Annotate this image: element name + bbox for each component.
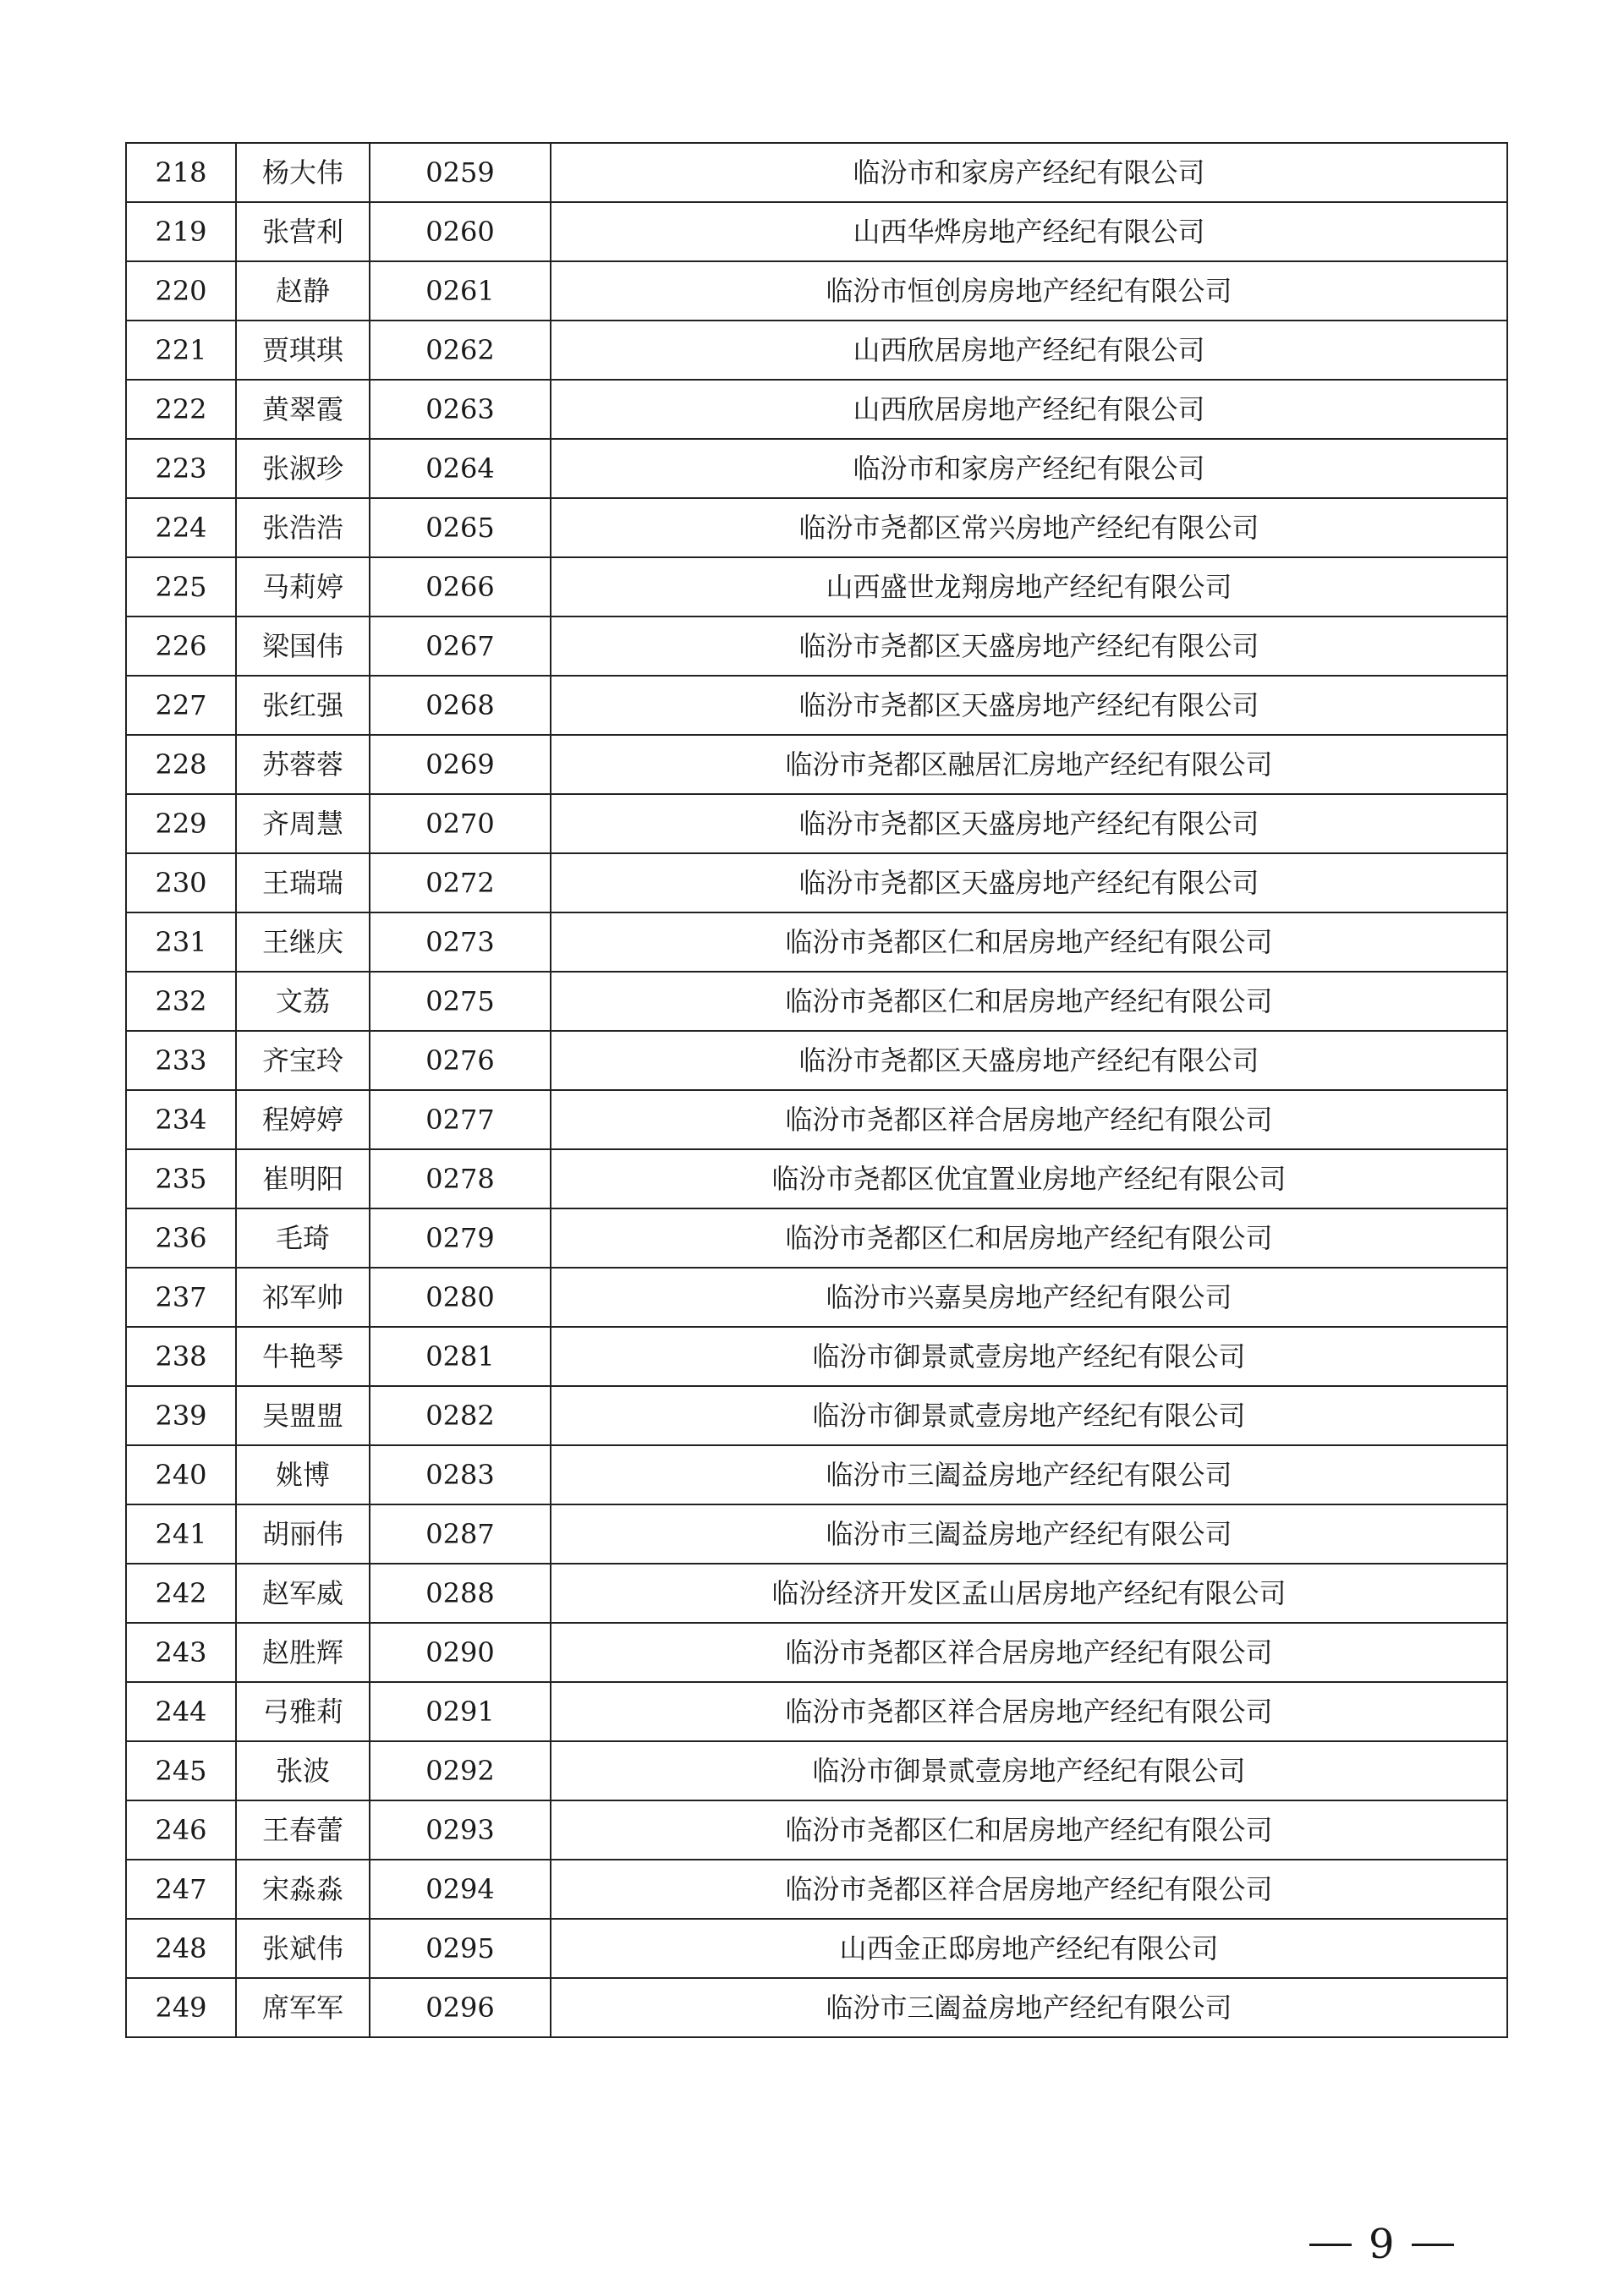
table-row [126,1623,1507,1682]
cell-certificate-code: 0294 [370,1860,551,1919]
cell-person-name: 姚博 [236,1445,370,1504]
cell-company-name: 临汾市尧都区仁和居房地产经纪有限公司 [551,1800,1507,1860]
cell-person-name: 张红强 [236,676,370,735]
cell-certificate-code: 0278 [370,1149,551,1208]
cell-company-name: 临汾市尧都区优宜置业房地产经纪有限公司 [551,1149,1507,1208]
cell-certificate-code: 0291 [370,1682,551,1741]
roster-table-body [126,143,1507,2037]
cell-sequence-number: 218 [126,143,236,202]
cell-certificate-code: 0272 [370,853,551,912]
table-row [126,1090,1507,1149]
cell-person-name: 牛艳琴 [236,1327,370,1386]
cell-company-name: 临汾市御景贰壹房地产经纪有限公司 [551,1327,1507,1386]
cell-certificate-code: 0260 [370,202,551,261]
table-row [126,1564,1507,1623]
cell-sequence-number: 219 [126,202,236,261]
cell-company-name: 临汾市尧都区常兴房地产经纪有限公司 [551,498,1507,557]
table-row [126,676,1507,735]
cell-company-name: 临汾市御景贰壹房地产经纪有限公司 [551,1741,1507,1800]
cell-person-name: 祁军帅 [236,1268,370,1327]
page-number-value: 9 [1369,2221,1395,2268]
cell-company-name: 临汾市尧都区天盛房地产经纪有限公司 [551,1031,1507,1090]
cell-certificate-code: 0265 [370,498,551,557]
table-row [126,439,1507,498]
table-row [126,1504,1507,1564]
cell-company-name: 临汾市尧都区仁和居房地产经纪有限公司 [551,972,1507,1031]
cell-person-name: 苏蓉蓉 [236,735,370,794]
cell-company-name: 临汾市三阖益房地产经纪有限公司 [551,1504,1507,1564]
table-row [126,1860,1507,1919]
table-row [126,1208,1507,1268]
cell-person-name: 马莉婷 [236,557,370,616]
cell-sequence-number: 235 [126,1149,236,1208]
cell-sequence-number: 223 [126,439,236,498]
cell-company-name: 临汾市和家房产经纪有限公司 [551,439,1507,498]
cell-company-name: 临汾经济开发区孟山居房地产经纪有限公司 [551,1564,1507,1623]
cell-certificate-code: 0290 [370,1623,551,1682]
table-row [126,498,1507,557]
cell-certificate-code: 0293 [370,1800,551,1860]
cell-company-name: 临汾市御景贰壹房地产经纪有限公司 [551,1386,1507,1445]
page-number [1309,2221,1454,2268]
cell-sequence-number: 232 [126,972,236,1031]
cell-sequence-number: 231 [126,912,236,972]
cell-company-name: 山西欣居房地产经纪有限公司 [551,380,1507,439]
cell-sequence-number: 226 [126,616,236,676]
cell-company-name: 临汾市三阖益房地产经纪有限公司 [551,1978,1507,2037]
cell-certificate-code: 0287 [370,1504,551,1564]
cell-certificate-code: 0276 [370,1031,551,1090]
cell-person-name: 王瑞瑞 [236,853,370,912]
cell-person-name: 文荔 [236,972,370,1031]
cell-person-name: 崔明阳 [236,1149,370,1208]
table-row [126,794,1507,853]
cell-person-name: 程婷婷 [236,1090,370,1149]
cell-sequence-number: 237 [126,1268,236,1327]
cell-company-name: 山西欣居房地产经纪有限公司 [551,321,1507,380]
page-number-right-dash [1412,2244,1454,2246]
cell-sequence-number: 249 [126,1978,236,2037]
cell-certificate-code: 0269 [370,735,551,794]
cell-sequence-number: 224 [126,498,236,557]
cell-certificate-code: 0295 [370,1919,551,1978]
table-row [126,912,1507,972]
cell-certificate-code: 0267 [370,616,551,676]
cell-company-name: 临汾市尧都区天盛房地产经纪有限公司 [551,676,1507,735]
table-row [126,1800,1507,1860]
cell-sequence-number: 247 [126,1860,236,1919]
cell-certificate-code: 0273 [370,912,551,972]
table-row [126,1741,1507,1800]
roster-table [125,142,1508,2038]
cell-sequence-number: 228 [126,735,236,794]
cell-person-name: 席军军 [236,1978,370,2037]
table-row [126,321,1507,380]
cell-company-name: 山西盛世龙翔房地产经纪有限公司 [551,557,1507,616]
cell-certificate-code: 0263 [370,380,551,439]
cell-person-name: 王春蕾 [236,1800,370,1860]
cell-person-name: 黄翠霞 [236,380,370,439]
cell-person-name: 赵军威 [236,1564,370,1623]
cell-person-name: 杨大伟 [236,143,370,202]
cell-certificate-code: 0282 [370,1386,551,1445]
cell-person-name: 王继庆 [236,912,370,972]
cell-sequence-number: 239 [126,1386,236,1445]
cell-sequence-number: 236 [126,1208,236,1268]
cell-company-name: 临汾市恒创房房地产经纪有限公司 [551,261,1507,321]
cell-company-name: 临汾市兴嘉昊房地产经纪有限公司 [551,1268,1507,1327]
cell-sequence-number: 221 [126,321,236,380]
cell-person-name: 张淑珍 [236,439,370,498]
cell-certificate-code: 0288 [370,1564,551,1623]
cell-person-name: 吴盟盟 [236,1386,370,1445]
table-row [126,1978,1507,2037]
cell-company-name: 临汾市尧都区祥合居房地产经纪有限公司 [551,1623,1507,1682]
cell-sequence-number: 230 [126,853,236,912]
cell-certificate-code: 0262 [370,321,551,380]
cell-sequence-number: 222 [126,380,236,439]
cell-sequence-number: 243 [126,1623,236,1682]
table-row [126,1149,1507,1208]
table-row [126,1682,1507,1741]
cell-sequence-number: 241 [126,1504,236,1564]
cell-company-name: 临汾市尧都区天盛房地产经纪有限公司 [551,616,1507,676]
cell-person-name: 张营利 [236,202,370,261]
cell-sequence-number: 234 [126,1090,236,1149]
cell-certificate-code: 0259 [370,143,551,202]
cell-person-name: 弓雅莉 [236,1682,370,1741]
cell-person-name: 毛琦 [236,1208,370,1268]
table-row [126,972,1507,1031]
cell-certificate-code: 0277 [370,1090,551,1149]
cell-person-name: 梁国伟 [236,616,370,676]
table-row [126,1268,1507,1327]
table-row [126,380,1507,439]
cell-person-name: 齐周慧 [236,794,370,853]
cell-certificate-code: 0283 [370,1445,551,1504]
cell-sequence-number: 238 [126,1327,236,1386]
cell-sequence-number: 240 [126,1445,236,1504]
cell-sequence-number: 227 [126,676,236,735]
table-row [126,261,1507,321]
table-row [126,1386,1507,1445]
cell-certificate-code: 0261 [370,261,551,321]
cell-company-name: 临汾市三阖益房地产经纪有限公司 [551,1445,1507,1504]
table-row [126,143,1507,202]
cell-person-name: 胡丽伟 [236,1504,370,1564]
cell-person-name: 赵静 [236,261,370,321]
cell-company-name: 临汾市和家房产经纪有限公司 [551,143,1507,202]
page-number-left-dash [1309,2244,1352,2246]
cell-sequence-number: 245 [126,1741,236,1800]
table-row [126,1919,1507,1978]
cell-person-name: 张浩浩 [236,498,370,557]
table-row [126,616,1507,676]
table-row [126,1445,1507,1504]
cell-person-name: 宋淼淼 [236,1860,370,1919]
cell-sequence-number: 242 [126,1564,236,1623]
cell-sequence-number: 244 [126,1682,236,1741]
cell-company-name: 临汾市尧都区仁和居房地产经纪有限公司 [551,912,1507,972]
cell-company-name: 临汾市尧都区天盛房地产经纪有限公司 [551,794,1507,853]
cell-sequence-number: 233 [126,1031,236,1090]
cell-certificate-code: 0280 [370,1268,551,1327]
cell-certificate-code: 0266 [370,557,551,616]
cell-person-name: 张斌伟 [236,1919,370,1978]
cell-company-name: 临汾市尧都区仁和居房地产经纪有限公司 [551,1208,1507,1268]
cell-person-name: 张波 [236,1741,370,1800]
table-row [126,735,1507,794]
cell-certificate-code: 0296 [370,1978,551,2037]
table-row [126,1031,1507,1090]
cell-sequence-number: 225 [126,557,236,616]
cell-company-name: 临汾市尧都区天盛房地产经纪有限公司 [551,853,1507,912]
cell-person-name: 齐宝玲 [236,1031,370,1090]
cell-company-name: 临汾市尧都区祥合居房地产经纪有限公司 [551,1090,1507,1149]
cell-company-name: 山西华烨房地产经纪有限公司 [551,202,1507,261]
cell-person-name: 赵胜辉 [236,1623,370,1682]
cell-company-name: 临汾市尧都区祥合居房地产经纪有限公司 [551,1860,1507,1919]
cell-sequence-number: 246 [126,1800,236,1860]
table-row [126,557,1507,616]
table-row [126,1327,1507,1386]
cell-certificate-code: 0279 [370,1208,551,1268]
cell-company-name: 山西金正邸房地产经纪有限公司 [551,1919,1507,1978]
cell-certificate-code: 0275 [370,972,551,1031]
cell-person-name: 贾琪琪 [236,321,370,380]
cell-sequence-number: 248 [126,1919,236,1978]
table-row [126,202,1507,261]
cell-company-name: 临汾市尧都区融居汇房地产经纪有限公司 [551,735,1507,794]
cell-certificate-code: 0264 [370,439,551,498]
cell-sequence-number: 220 [126,261,236,321]
cell-certificate-code: 0292 [370,1741,551,1800]
cell-sequence-number: 229 [126,794,236,853]
cell-certificate-code: 0268 [370,676,551,735]
cell-certificate-code: 0281 [370,1327,551,1386]
cell-certificate-code: 0270 [370,794,551,853]
table-row [126,853,1507,912]
cell-company-name: 临汾市尧都区祥合居房地产经纪有限公司 [551,1682,1507,1741]
